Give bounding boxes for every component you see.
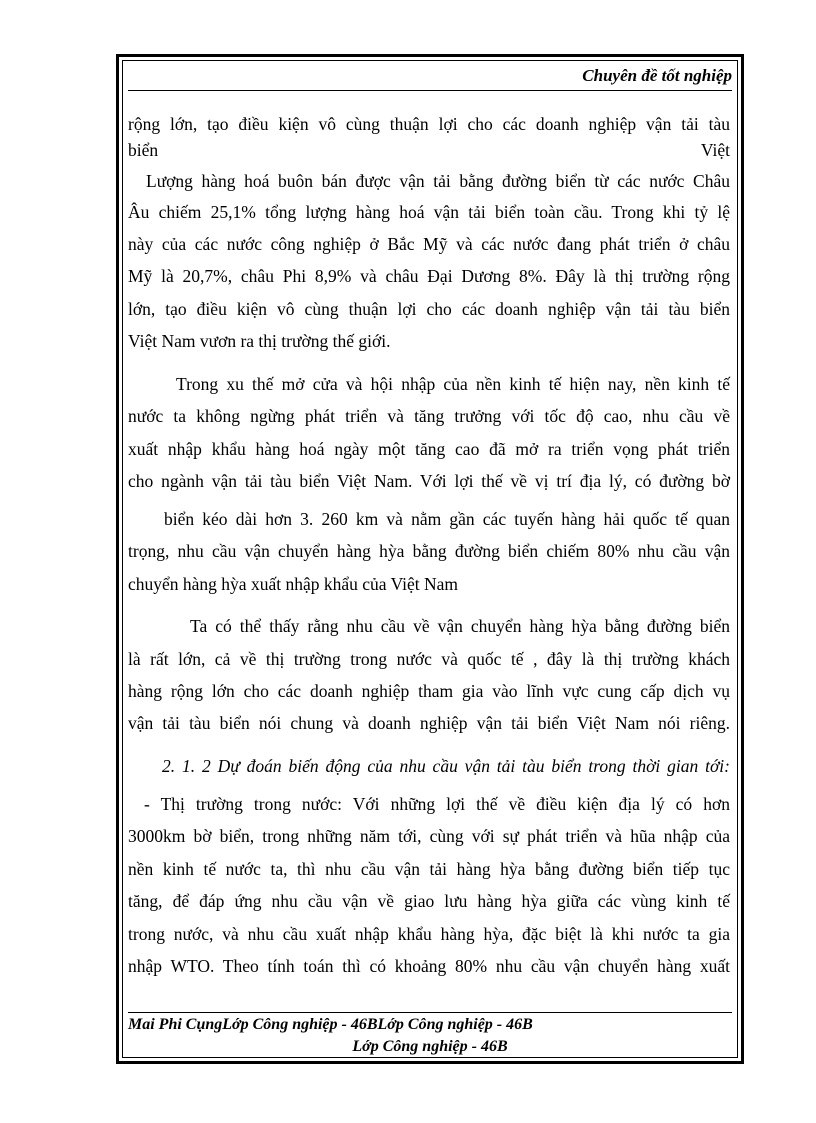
body-line: là rất lớn, cả về thị trường trong nước và quốc tế , đây là thị trường khách: [128, 649, 730, 669]
body-line: Âu chiếm 25,1% tổng lượng hàng hoá vận tải biển toàn cầu. Trong khi tỷ lệ: [128, 202, 730, 222]
body-line: này của các nước công nghiệp ở Bắc Mỹ và các nước đang phát triển ở châu: [128, 234, 730, 254]
body-line: chuyển hàng hỳa xuất nhập khẩu của Việt Nam: [128, 574, 459, 594]
body-line: trọng, nhu cầu vận chuyển hàng hỳa bằng đường biển chiếm 80% nhu cầu vận: [128, 541, 730, 561]
footer-author-line: Mai Phi CụngLớp Công nghiệp - 46BLớp Công nghiệp - 46B: [128, 1016, 533, 1033]
body-line: Việt Nam vươn ra thị trường thế giới.: [128, 331, 391, 351]
body-line: Lượng hàng hoá buôn bán được vận tải bằng đường biển từ các nước Châu: [146, 171, 730, 191]
header-divider: [128, 90, 732, 91]
body-line: 2. 1. 2 Dự đoán biến động của nhu cầu vận tải tàu biển trong thời gian tới:: [162, 756, 730, 776]
body-line: lớn, tạo điều kiện vô cùng thuận lợi cho các doanh nghiệp vận tải tàu biển: [128, 299, 730, 319]
body-line: xuất nhập khẩu hàng hoá ngày một tăng cao đã mở ra triển vọng phát triển: [128, 439, 730, 459]
body-line: nền kinh tế nước ta, thì nhu cầu vận tải hàng hỳa bằng đường biển tiếp tục: [128, 859, 730, 879]
body-line: 3000km bờ biển, trong những năm tới, cùng với sự phát triển và hũa nhập của: [128, 826, 730, 846]
page-header-title: Chuyên đề tốt nghiệp: [582, 66, 732, 85]
body-line: trong nước, và nhu cầu xuất nhập khẩu hàng hỳa, đặc biệt là khi nước ta gia: [128, 924, 730, 944]
body-line: nước ta không ngừng phát triển và tăng trưởng với tốc độ cao, nhu cầu về: [128, 406, 730, 426]
body-line: biển Việt: [128, 140, 730, 160]
body-line: cho ngành vận tải tàu biển Việt Nam. Với lợi thế về vị trí địa lý, có đường bờ: [128, 471, 730, 491]
body-line: Trong xu thế mở cửa và hội nhập của nền kinh tế hiện nay, nền kinh tế: [176, 374, 730, 394]
body-line: Ta có thể thấy rằng nhu cầu về vận chuyển hàng hỳa bằng đường biển: [190, 616, 730, 636]
body-line: hàng rộng lớn cho các doanh nghiệp tham gia vào lĩnh vực cung cấp dịch vụ: [128, 681, 730, 701]
body-line: vận tải tàu biển nói chung và doanh nghiệp vận tải biển Việt Nam nói riêng.: [128, 713, 730, 733]
body-line: Mỹ là 20,7%, châu Phi 8,9% và châu Đại Dương 8%. Đây là thị trường rộng: [128, 266, 730, 286]
body-line: tăng, để đáp ứng nhu cầu vận về giao lưu hàng hỳa giữa các vùng kinh tế: [128, 891, 730, 911]
footer-divider: [128, 1012, 732, 1013]
body-line: - Thị trường trong nước: Với những lợi thế về điều kiện địa lý có hơn: [144, 794, 730, 814]
body-line: rộng lớn, tạo điều kiện vô cùng thuận lợi cho các doanh nghiệp vận tải tàu: [128, 114, 730, 134]
footer-class-line: Lớp Công nghiệp - 46B: [352, 1038, 508, 1055]
body-line: biển kéo dài hơn 3. 260 km và nằm gần các tuyến hàng hải quốc tế quan: [164, 509, 730, 529]
body-line: nhập WTO. Theo tính toán thì có khoảng 80% nhu cầu vận chuyển hàng xuất: [128, 956, 730, 976]
